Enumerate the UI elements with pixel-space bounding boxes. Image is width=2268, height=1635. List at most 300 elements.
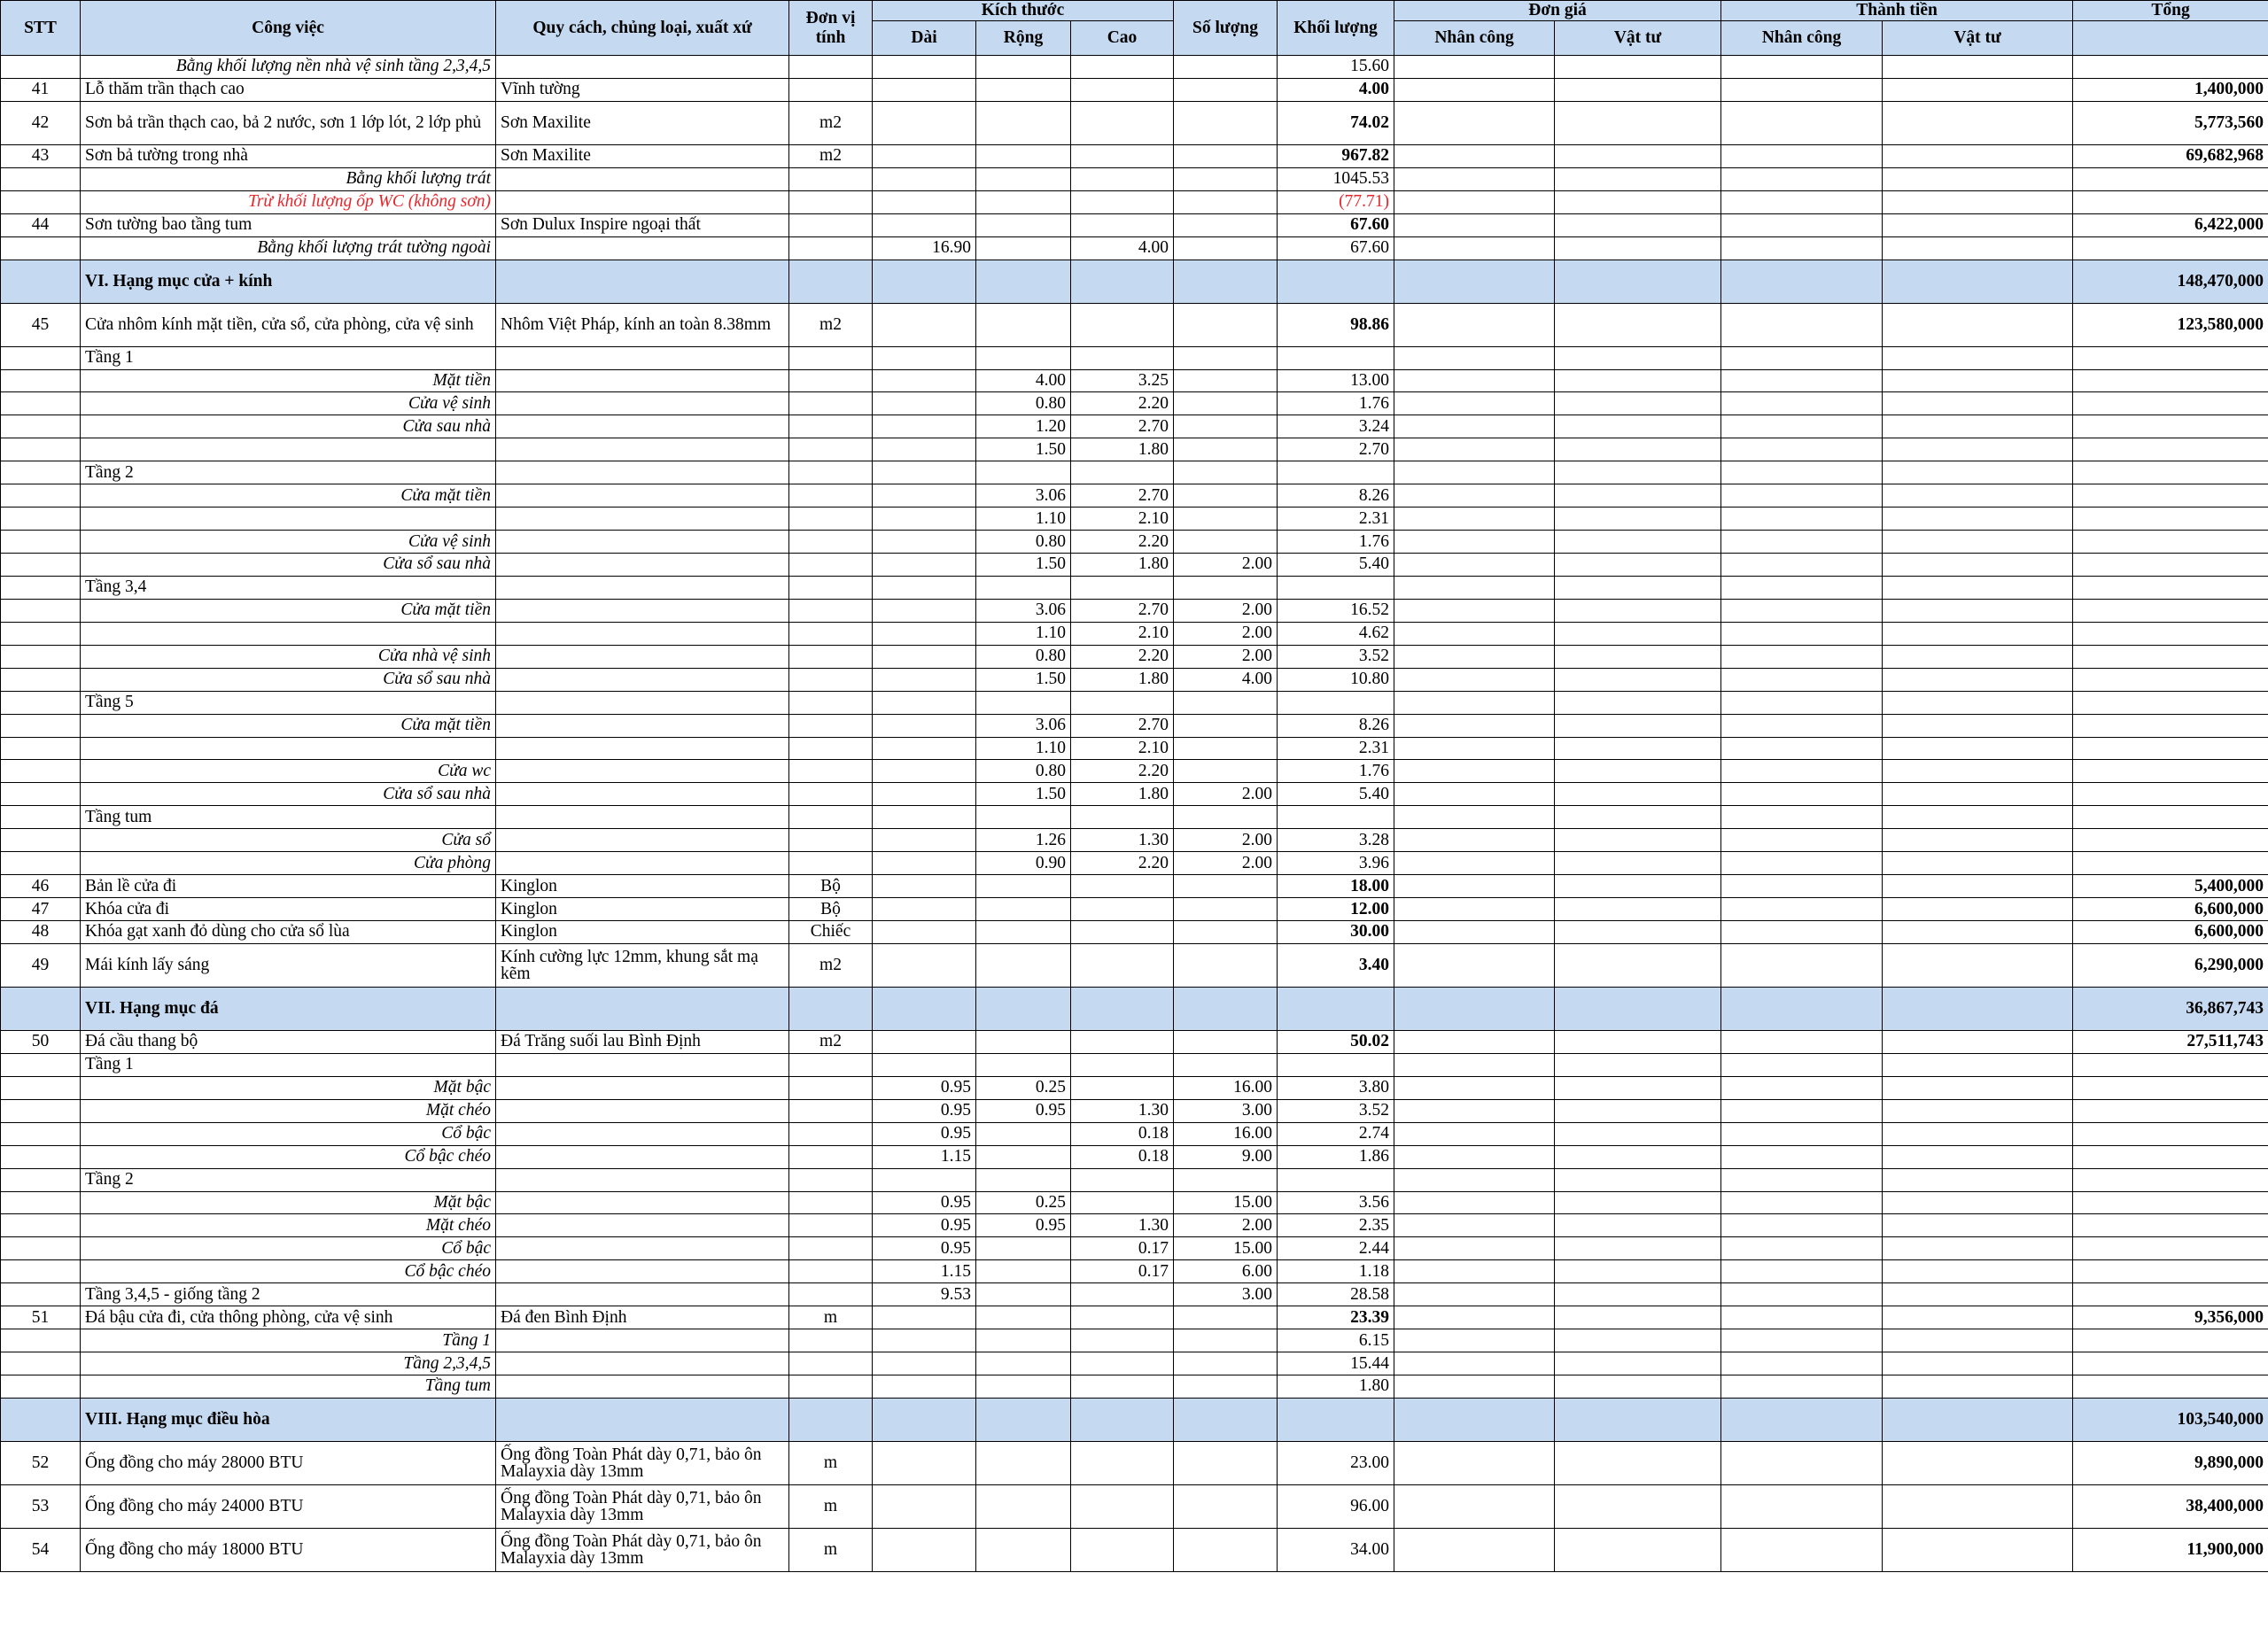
cell-don-gia-nhan-cong <box>1394 1099 1555 1122</box>
cell-thanh-tien-vat-tu <box>1883 1352 2073 1375</box>
cell-cao: 2.70 <box>1071 484 1174 508</box>
cell-dai <box>873 1168 976 1191</box>
cell-tong <box>2073 438 2268 461</box>
cell-cao <box>1071 987 1174 1030</box>
cell-don-vi <box>789 1237 873 1260</box>
cell-don-gia-nhan-cong <box>1394 599 1555 622</box>
cell-tong <box>2073 1053 2268 1076</box>
cell-dai <box>873 691 976 714</box>
cell-khoi-luong: 2.44 <box>1278 1237 1394 1260</box>
cell-thanh-tien-nhan-cong <box>1721 213 1883 236</box>
cell-thanh-tien-vat-tu <box>1883 1283 2073 1306</box>
cell-cong-viec: Mặt tiền <box>81 369 496 392</box>
table-row <box>1 213 2268 236</box>
cell-khoi-luong: 30.00 <box>1278 921 1394 944</box>
cell-cong-viec: Cổ bậc chéo <box>81 1260 496 1283</box>
cell-dai <box>873 806 976 829</box>
cell-cao: 2.20 <box>1071 531 1174 554</box>
cell-rong: 3.06 <box>976 714 1071 737</box>
cell-don-gia-vat-tu <box>1555 714 1721 737</box>
cell-rong: 0.25 <box>976 1076 1071 1099</box>
cell-cong-viec: Tầng tum <box>81 1375 496 1399</box>
cell-quy-cach <box>496 554 789 577</box>
cell-thanh-tien-vat-tu <box>1883 1441 2073 1484</box>
cell-cao <box>1071 101 1174 144</box>
cell-cong-viec: Cổ bậc chéo <box>81 1145 496 1168</box>
cell-don-vi: m2 <box>789 303 873 346</box>
cell-dai <box>873 852 976 875</box>
cell-so-luong: 6.00 <box>1174 1260 1278 1283</box>
table-row <box>1 737 2268 760</box>
cell-tong <box>2073 1076 2268 1099</box>
cell-cao <box>1071 691 1174 714</box>
cell-cao: 1.30 <box>1071 1214 1174 1237</box>
cell-don-gia-vat-tu <box>1555 1053 1721 1076</box>
cell-so-luong <box>1174 1375 1278 1399</box>
cell-thanh-tien-nhan-cong <box>1721 1214 1883 1237</box>
cell-stt <box>1 714 81 737</box>
cell-cao: 0.18 <box>1071 1145 1174 1168</box>
cell-don-gia-vat-tu <box>1555 438 1721 461</box>
cell-stt: 44 <box>1 213 81 236</box>
table-row <box>1 668 2268 691</box>
cell-khoi-luong <box>1278 461 1394 484</box>
cell-don-gia-nhan-cong <box>1394 1398 1555 1441</box>
cell-don-gia-nhan-cong <box>1394 101 1555 144</box>
cell-cao: 2.10 <box>1071 508 1174 531</box>
cell-quy-cach: Kính cường lực 12mm, khung sắt mạ kẽm <box>496 943 789 987</box>
cell-tong: 5,400,000 <box>2073 875 2268 898</box>
cell-khoi-luong: 2.31 <box>1278 508 1394 531</box>
cell-don-gia-vat-tu <box>1555 554 1721 577</box>
cell-stt <box>1 1352 81 1375</box>
cell-cao <box>1071 1076 1174 1099</box>
cell-cao: 2.10 <box>1071 737 1174 760</box>
cell-don-vi <box>789 783 873 806</box>
table-row <box>1 714 2268 737</box>
cell-cao <box>1071 144 1174 167</box>
cell-rong <box>976 1352 1071 1375</box>
table-row <box>1 622 2268 645</box>
cell-cong-viec <box>81 508 496 531</box>
cell-thanh-tien-nhan-cong <box>1721 1168 1883 1191</box>
cell-don-vi: m2 <box>789 943 873 987</box>
cell-don-gia-vat-tu <box>1555 1122 1721 1145</box>
cell-stt <box>1 415 81 438</box>
cell-cong-viec: Mặt bậc <box>81 1076 496 1099</box>
cell-khoi-luong: 4.00 <box>1278 78 1394 101</box>
cell-don-gia-nhan-cong <box>1394 1168 1555 1191</box>
header-cong-viec: Công việc <box>81 1 496 56</box>
cell-tong <box>2073 668 2268 691</box>
cell-thanh-tien-vat-tu <box>1883 691 2073 714</box>
cell-dai: 16.90 <box>873 236 976 260</box>
cell-so-luong <box>1174 508 1278 531</box>
cell-quy-cach <box>496 987 789 1030</box>
cell-cao: 2.70 <box>1071 714 1174 737</box>
cell-don-vi: m2 <box>789 1030 873 1053</box>
cell-so-luong <box>1174 714 1278 737</box>
cell-thanh-tien-nhan-cong <box>1721 599 1883 622</box>
cell-quy-cach <box>496 392 789 415</box>
cell-don-gia-vat-tu <box>1555 645 1721 668</box>
cell-don-gia-nhan-cong <box>1394 369 1555 392</box>
cell-so-luong: 2.00 <box>1174 783 1278 806</box>
cell-quy-cach <box>496 1191 789 1214</box>
cell-rong <box>976 943 1071 987</box>
cell-khoi-luong <box>1278 346 1394 369</box>
cell-thanh-tien-nhan-cong <box>1721 760 1883 783</box>
cell-thanh-tien-nhan-cong <box>1721 1306 1883 1329</box>
cell-don-vi <box>789 576 873 599</box>
cell-don-vi <box>789 987 873 1030</box>
cell-don-gia-nhan-cong <box>1394 1214 1555 1237</box>
cell-cong-viec: Ống đồng cho máy 28000 BTU <box>81 1441 496 1484</box>
cell-cao <box>1071 1283 1174 1306</box>
section-row <box>1 987 2268 1030</box>
cell-stt <box>1 260 81 303</box>
table-row <box>1 852 2268 875</box>
cell-don-gia-vat-tu <box>1555 531 1721 554</box>
cell-don-vi <box>789 167 873 190</box>
cell-thanh-tien-vat-tu <box>1883 78 2073 101</box>
cell-don-gia-vat-tu <box>1555 1099 1721 1122</box>
cell-don-vi <box>789 484 873 508</box>
cell-so-luong <box>1174 531 1278 554</box>
cell-khoi-luong <box>1278 1168 1394 1191</box>
cell-stt <box>1 668 81 691</box>
table-row <box>1 1283 2268 1306</box>
cell-rong <box>976 56 1071 79</box>
cell-rong <box>976 78 1071 101</box>
cell-dai <box>873 987 976 1030</box>
cell-stt <box>1 622 81 645</box>
cell-don-gia-vat-tu <box>1555 898 1721 921</box>
cell-don-gia-nhan-cong <box>1394 1122 1555 1145</box>
cell-thanh-tien-nhan-cong <box>1721 415 1883 438</box>
cell-dai <box>873 898 976 921</box>
cell-so-luong <box>1174 346 1278 369</box>
cell-don-gia-vat-tu <box>1555 213 1721 236</box>
cell-rong: 0.95 <box>976 1214 1071 1237</box>
cell-dai <box>873 78 976 101</box>
cell-thanh-tien-nhan-cong <box>1721 1030 1883 1053</box>
cell-thanh-tien-vat-tu <box>1883 392 2073 415</box>
cell-don-gia-vat-tu <box>1555 852 1721 875</box>
table-row <box>1 369 2268 392</box>
table-row <box>1 236 2268 260</box>
cell-tong <box>2073 806 2268 829</box>
cell-thanh-tien-vat-tu <box>1883 303 2073 346</box>
cell-thanh-tien-vat-tu <box>1883 645 2073 668</box>
cell-cao <box>1071 1398 1174 1441</box>
table-row <box>1 1030 2268 1053</box>
cell-don-gia-nhan-cong <box>1394 829 1555 852</box>
cell-dai <box>873 369 976 392</box>
cell-stt <box>1 1283 81 1306</box>
cell-don-vi: m2 <box>789 101 873 144</box>
cell-rong <box>976 691 1071 714</box>
cell-don-gia-vat-tu <box>1555 691 1721 714</box>
cell-tong: 9,890,000 <box>2073 1441 2268 1484</box>
cell-khoi-luong: 3.80 <box>1278 1076 1394 1099</box>
cell-cao <box>1071 1441 1174 1484</box>
cell-don-gia-nhan-cong <box>1394 921 1555 944</box>
cell-so-luong <box>1174 1484 1278 1528</box>
cell-don-gia-vat-tu <box>1555 943 1721 987</box>
table-row <box>1 392 2268 415</box>
cell-thanh-tien-vat-tu <box>1883 190 2073 213</box>
cell-rong <box>976 167 1071 190</box>
cell-don-gia-vat-tu <box>1555 1076 1721 1099</box>
cell-cong-viec: Cửa mặt tiền <box>81 599 496 622</box>
cell-so-luong <box>1174 1441 1278 1484</box>
cell-thanh-tien-nhan-cong <box>1721 484 1883 508</box>
cell-don-vi: m <box>789 1528 873 1571</box>
cell-thanh-tien-nhan-cong <box>1721 260 1883 303</box>
cell-khoi-luong: 34.00 <box>1278 1528 1394 1571</box>
cell-thanh-tien-nhan-cong <box>1721 829 1883 852</box>
table-row <box>1 415 2268 438</box>
cell-quy-cach <box>496 806 789 829</box>
cell-don-vi <box>789 438 873 461</box>
cell-stt <box>1 806 81 829</box>
cell-thanh-tien-vat-tu <box>1883 1375 2073 1399</box>
cell-stt <box>1 1214 81 1237</box>
cell-thanh-tien-nhan-cong <box>1721 190 1883 213</box>
cell-tong <box>2073 645 2268 668</box>
table-row <box>1 508 2268 531</box>
cell-don-gia-vat-tu <box>1555 760 1721 783</box>
cell-don-vi <box>789 392 873 415</box>
cell-so-luong <box>1174 415 1278 438</box>
cell-dai <box>873 213 976 236</box>
cell-dai <box>873 921 976 944</box>
cell-don-vi <box>789 1145 873 1168</box>
cell-stt: 54 <box>1 1528 81 1571</box>
cell-tong <box>2073 415 2268 438</box>
table-row <box>1 346 2268 369</box>
cell-khoi-luong: (77.71) <box>1278 190 1394 213</box>
cell-quy-cach: Kinglon <box>496 921 789 944</box>
cell-khoi-luong: 2.31 <box>1278 737 1394 760</box>
cell-tong <box>2073 1214 2268 1237</box>
cell-cong-viec: Cửa mặt tiền <box>81 484 496 508</box>
cell-khoi-luong: 10.80 <box>1278 668 1394 691</box>
cell-dai <box>873 392 976 415</box>
cell-rong <box>976 898 1071 921</box>
cell-don-vi <box>789 1375 873 1399</box>
cell-tong <box>2073 783 2268 806</box>
cell-don-vi <box>789 531 873 554</box>
cell-thanh-tien-vat-tu <box>1883 829 2073 852</box>
cell-so-luong <box>1174 1352 1278 1375</box>
cell-thanh-tien-nhan-cong <box>1721 806 1883 829</box>
cell-dai <box>873 1306 976 1329</box>
cell-cong-viec: Cửa sổ sau nhà <box>81 668 496 691</box>
cell-tong <box>2073 346 2268 369</box>
cell-don-gia-nhan-cong <box>1394 346 1555 369</box>
cell-quy-cach <box>496 852 789 875</box>
cell-rong <box>976 1168 1071 1191</box>
cell-stt <box>1 737 81 760</box>
table-row <box>1 1329 2268 1352</box>
cell-quy-cach <box>496 668 789 691</box>
cell-tong: 6,600,000 <box>2073 898 2268 921</box>
cell-khoi-luong: 4.62 <box>1278 622 1394 645</box>
section-row <box>1 1398 2268 1441</box>
cell-cao <box>1071 346 1174 369</box>
cell-don-gia-nhan-cong <box>1394 645 1555 668</box>
cell-stt: 53 <box>1 1484 81 1528</box>
cell-cong-viec: Bản lề cửa đi <box>81 875 496 898</box>
cell-dai <box>873 260 976 303</box>
cell-so-luong <box>1174 1528 1278 1571</box>
cell-don-gia-nhan-cong <box>1394 438 1555 461</box>
cell-cao: 1.80 <box>1071 438 1174 461</box>
cell-thanh-tien-vat-tu <box>1883 1053 2073 1076</box>
cell-so-luong <box>1174 1030 1278 1053</box>
cell-rong: 1.10 <box>976 622 1071 645</box>
cell-don-vi <box>789 1260 873 1283</box>
table-row <box>1 1191 2268 1214</box>
cell-dai: 9.53 <box>873 1283 976 1306</box>
cell-cao: 1.30 <box>1071 829 1174 852</box>
cell-rong <box>976 1122 1071 1145</box>
cell-thanh-tien-vat-tu <box>1883 213 2073 236</box>
cell-thanh-tien-nhan-cong <box>1721 438 1883 461</box>
cell-cong-viec: Mặt chéo <box>81 1214 496 1237</box>
cell-thanh-tien-nhan-cong <box>1721 691 1883 714</box>
cell-thanh-tien-vat-tu <box>1883 236 2073 260</box>
cell-thanh-tien-nhan-cong <box>1721 531 1883 554</box>
cell-quy-cach <box>496 438 789 461</box>
cell-rong <box>976 1441 1071 1484</box>
cell-thanh-tien-vat-tu <box>1883 508 2073 531</box>
cell-don-gia-vat-tu <box>1555 1329 1721 1352</box>
cell-so-luong <box>1174 898 1278 921</box>
cell-thanh-tien-vat-tu <box>1883 1076 2073 1099</box>
cell-quy-cach <box>496 576 789 599</box>
cell-don-gia-vat-tu <box>1555 78 1721 101</box>
cell-thanh-tien-vat-tu <box>1883 369 2073 392</box>
cell-khoi-luong: 74.02 <box>1278 101 1394 144</box>
cell-khoi-luong: 98.86 <box>1278 303 1394 346</box>
table-row <box>1 303 2268 346</box>
cell-so-luong <box>1174 691 1278 714</box>
cell-quy-cach: Nhôm Việt Pháp, kính an toàn 8.38mm <box>496 303 789 346</box>
cell-khoi-luong: 67.60 <box>1278 213 1394 236</box>
cell-khoi-luong: 13.00 <box>1278 369 1394 392</box>
cell-rong <box>976 875 1071 898</box>
table-row <box>1 691 2268 714</box>
cell-don-gia-nhan-cong <box>1394 875 1555 898</box>
cell-quy-cach <box>496 484 789 508</box>
cell-don-gia-nhan-cong <box>1394 213 1555 236</box>
cell-quy-cach <box>496 56 789 79</box>
cell-rong <box>976 461 1071 484</box>
cell-dai <box>873 1030 976 1053</box>
cell-dai: 1.15 <box>873 1145 976 1168</box>
cell-khoi-luong: 967.82 <box>1278 144 1394 167</box>
cell-so-luong <box>1174 760 1278 783</box>
cell-quy-cach <box>496 714 789 737</box>
sheet-body <box>1 56 2268 1572</box>
cell-don-vi: m2 <box>789 144 873 167</box>
cell-so-luong <box>1174 190 1278 213</box>
cell-don-vi <box>789 56 873 79</box>
cell-so-luong <box>1174 1168 1278 1191</box>
cell-cong-viec: Cửa wc <box>81 760 496 783</box>
cell-dai <box>873 303 976 346</box>
cell-cong-viec: Trừ khối lượng ốp WC (không sơn) <box>81 190 496 213</box>
cell-thanh-tien-vat-tu <box>1883 987 2073 1030</box>
cell-don-gia-vat-tu <box>1555 829 1721 852</box>
cell-cong-viec: Bằng khối lượng trát <box>81 167 496 190</box>
cell-thanh-tien-nhan-cong <box>1721 943 1883 987</box>
cell-don-gia-vat-tu <box>1555 167 1721 190</box>
cell-don-vi <box>789 190 873 213</box>
cell-cong-viec: Mặt bậc <box>81 1191 496 1214</box>
cell-stt <box>1 852 81 875</box>
cell-rong <box>976 190 1071 213</box>
cell-thanh-tien-vat-tu <box>1883 806 2073 829</box>
table-row <box>1 1260 2268 1283</box>
header-tong-value <box>2073 21 2268 56</box>
cell-don-gia-vat-tu <box>1555 1030 1721 1053</box>
cell-don-gia-nhan-cong <box>1394 943 1555 987</box>
cell-cong-viec: VI. Hạng mục cửa + kính <box>81 260 496 303</box>
cell-don-gia-nhan-cong <box>1394 714 1555 737</box>
cell-cong-viec: Sơn bả tường trong nhà <box>81 144 496 167</box>
cell-don-gia-vat-tu <box>1555 461 1721 484</box>
cell-cong-viec: Cửa sổ sau nhà <box>81 783 496 806</box>
cell-don-gia-vat-tu <box>1555 101 1721 144</box>
cell-thanh-tien-nhan-cong <box>1721 921 1883 944</box>
cell-rong: 1.10 <box>976 737 1071 760</box>
cell-rong <box>976 1145 1071 1168</box>
cell-so-luong <box>1174 1053 1278 1076</box>
cell-cao: 2.10 <box>1071 622 1174 645</box>
cell-stt <box>1 1053 81 1076</box>
cell-khoi-luong: 1.76 <box>1278 392 1394 415</box>
cell-cao: 2.20 <box>1071 760 1174 783</box>
table-row <box>1 829 2268 852</box>
cell-don-vi <box>789 760 873 783</box>
cell-thanh-tien-nhan-cong <box>1721 737 1883 760</box>
cell-thanh-tien-nhan-cong <box>1721 1528 1883 1571</box>
cell-don-vi <box>789 1191 873 1214</box>
cell-so-luong <box>1174 576 1278 599</box>
cell-tong: 6,422,000 <box>2073 213 2268 236</box>
cell-tong: 5,773,560 <box>2073 101 2268 144</box>
cell-stt: 52 <box>1 1441 81 1484</box>
cell-stt: 43 <box>1 144 81 167</box>
cell-stt: 49 <box>1 943 81 987</box>
cell-thanh-tien-nhan-cong <box>1721 1398 1883 1441</box>
cell-tong <box>2073 1283 2268 1306</box>
cell-rong: 1.50 <box>976 554 1071 577</box>
header-khoi-luong: Khối lượng <box>1278 1 1394 56</box>
cell-dai: 0.95 <box>873 1076 976 1099</box>
cell-tong <box>2073 484 2268 508</box>
cell-thanh-tien-vat-tu <box>1883 760 2073 783</box>
cell-cao <box>1071 1306 1174 1329</box>
cell-so-luong: 2.00 <box>1174 852 1278 875</box>
cell-stt <box>1 1398 81 1441</box>
table-row <box>1 760 2268 783</box>
header-don-gia: Đơn giá <box>1394 1 1721 21</box>
